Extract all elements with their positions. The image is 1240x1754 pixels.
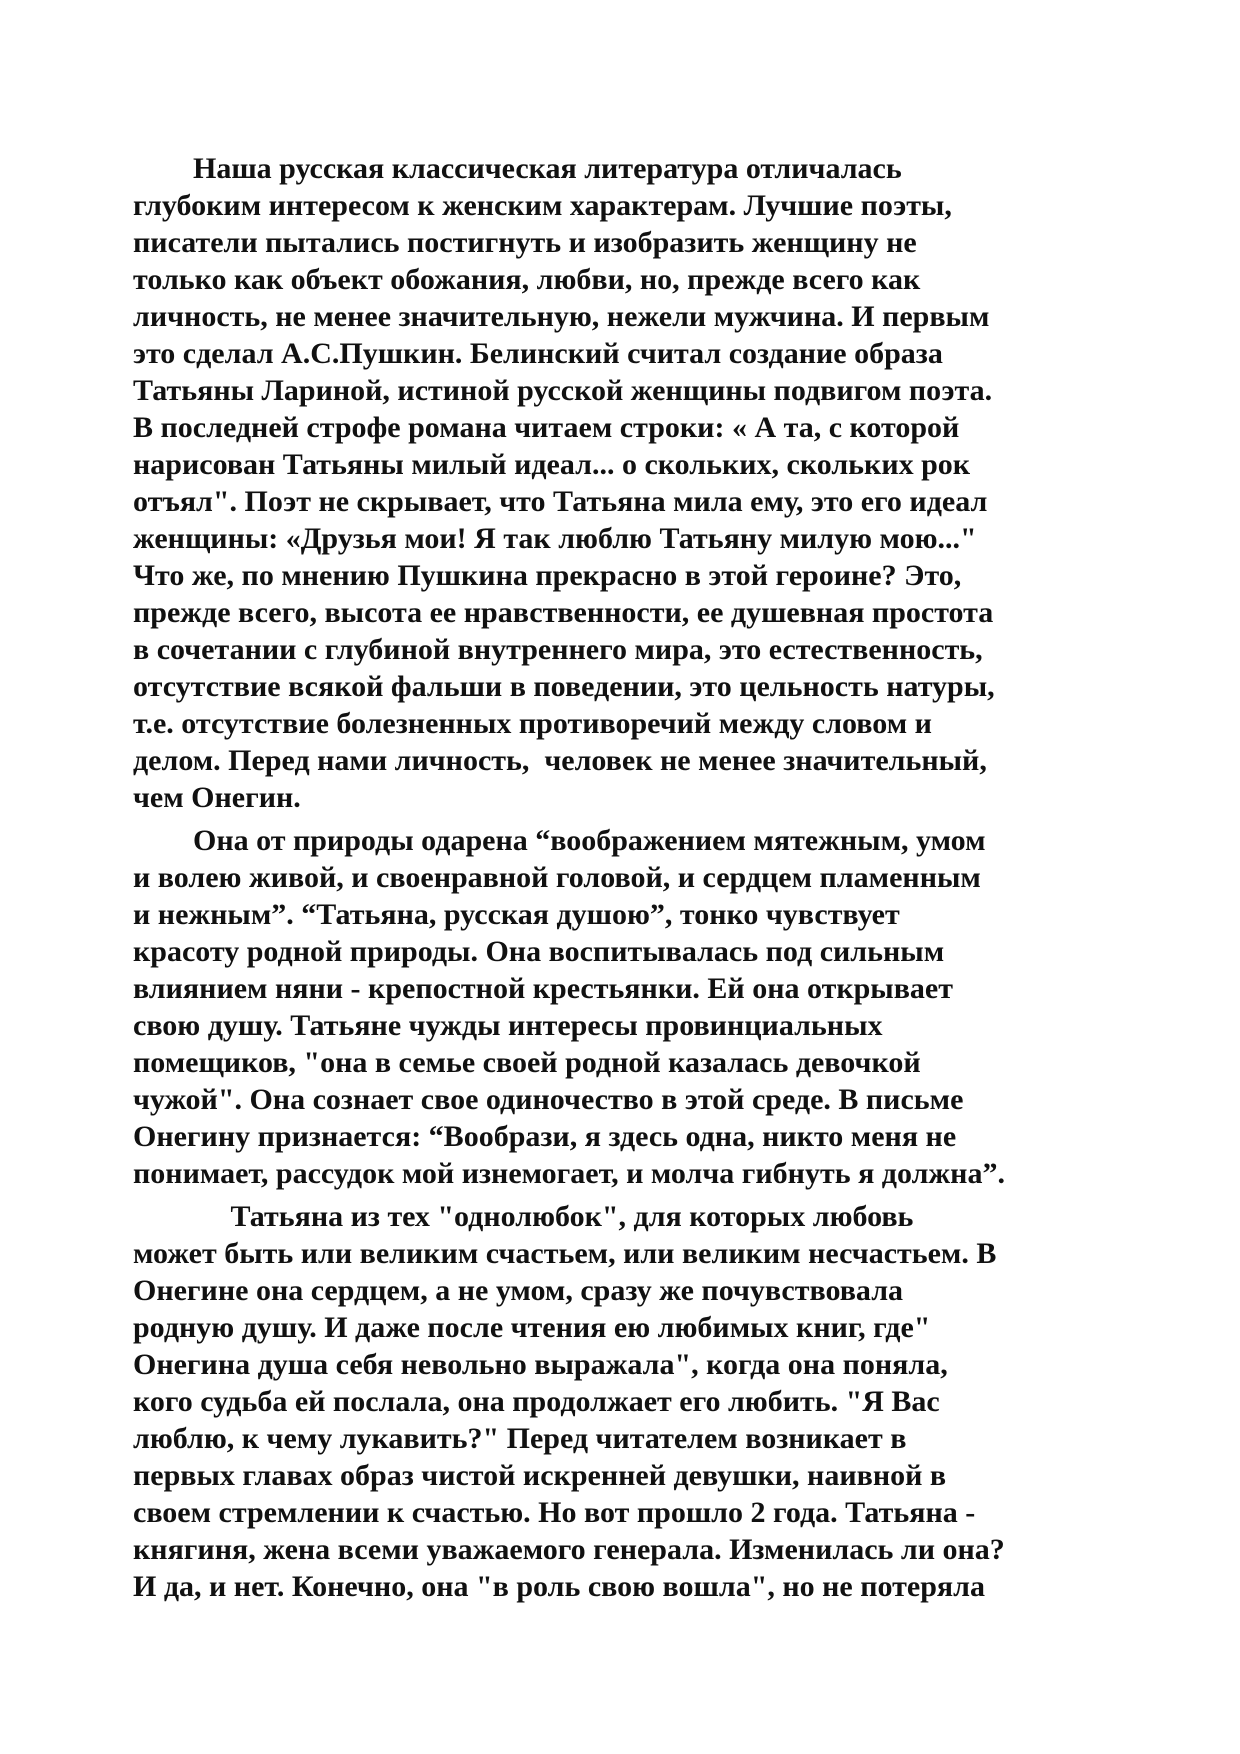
text-line: влиянием няни - крепостной крестьянки. Ей она открывает bbox=[133, 972, 953, 1005]
text-line: делом. Перед нами личность, человек не менее значительный, bbox=[133, 744, 987, 777]
text-line: В последней строфе романа читаем строки: « А та, с которой bbox=[133, 411, 960, 444]
text-line: первых главах образ чистой искренней девушки, наивной в bbox=[133, 1459, 947, 1492]
paragraph-3 bbox=[133, 1198, 1113, 1605]
text-line: Онегине она сердцем, а не умом, сразу же почувствовала bbox=[133, 1274, 904, 1307]
essay-body bbox=[133, 150, 1113, 1605]
paragraph-2 bbox=[133, 822, 1113, 1192]
text-line: отъял". Поэт не скрывает, что Татьяна мила ему, это его идеал bbox=[133, 485, 988, 518]
text-line: чем Онегин. bbox=[133, 781, 301, 814]
text-line: И да, и нет. Конечно, она "в роль свою вошла", но не потеряла bbox=[133, 1570, 985, 1603]
text-line: помещиков, "она в семье своей родной казалась девочкой bbox=[133, 1046, 921, 1079]
text-line: прежде всего, высота ее нравственности, ее душевная простота bbox=[133, 596, 994, 629]
text-line: Наша русская классическая литература отличалась bbox=[133, 152, 902, 185]
text-line: женщины: «Друзья мои! Я так люблю Татьяну милую мою..." bbox=[133, 522, 977, 555]
text-line: отсутствие всякой фальши в поведении, это цельность натуры, bbox=[133, 670, 995, 703]
text-line: люблю, к чему лукавить?" Перед читателем возникает в bbox=[133, 1422, 907, 1455]
text-line: и волею живой, и своенравной головой, и сердцем пламенным bbox=[133, 861, 981, 894]
text-line: глубоким интересом к женским характерам. Лучшие поэты, bbox=[133, 189, 952, 222]
text-line: и нежным”. “Татьяна, русская душою”, тонко чувствует bbox=[133, 898, 900, 931]
text-line: чужой". Она сознает свое одиночество в этой среде. В письме bbox=[133, 1083, 964, 1116]
text-line: т.е. отсутствие болезненных противоречий между словом и bbox=[133, 707, 932, 740]
text-line: личность, не менее значительную, нежели мужчина. И первым bbox=[133, 300, 990, 333]
text-line: свою душу. Татьяне чужды интересы провинциальных bbox=[133, 1009, 883, 1042]
text-line: понимает, рассудок мой изнемогает, и молча гибнуть я должна”. bbox=[133, 1157, 1005, 1190]
paragraph-1 bbox=[133, 150, 1113, 816]
text-line: только как объект обожания, любви, но, прежде всего как bbox=[133, 263, 921, 296]
text-line: княгиня, жена всеми уважаемого генерала. Изменилась ли она? bbox=[133, 1533, 1005, 1566]
text-line: кого судьба ей послала, она продолжает его любить. "Я Вас bbox=[133, 1385, 940, 1418]
text-line: может быть или великим счастьем, или великим несчастьем. В bbox=[133, 1237, 997, 1270]
text-line: красоту родной природы. Она воспитывалась под сильным bbox=[133, 935, 945, 968]
text-line: в сочетании с глубиной внутреннего мира, это естественность, bbox=[133, 633, 983, 666]
text-line: нарисован Татьяны милый идеал... о скольких, скольких рок bbox=[133, 448, 971, 481]
text-line: Онегину признается: “Вообрази, я здесь одна, никто меня не bbox=[133, 1120, 957, 1153]
text-line: Татьяна из тех "однолюбок", для которых любовь bbox=[133, 1200, 914, 1233]
text-line: своем стремлении к счастью. Но вот прошло 2 года. Татьяна - bbox=[133, 1496, 976, 1529]
text-line: Онегина душа себя невольно выражала", когда она поняла, bbox=[133, 1348, 948, 1381]
text-line: писатели пытались постигнуть и изобразить женщину не bbox=[133, 226, 917, 259]
text-line: Что же, по мнению Пушкина прекрасно в этой героине? Это, bbox=[133, 559, 962, 592]
text-line: это сделал А.С.Пушкин. Белинский считал создание образа bbox=[133, 337, 943, 370]
text-line: родную душу. И даже после чтения ею любимых книг, где" bbox=[133, 1311, 931, 1344]
text-line: Она от природы одарена “воображением мятежным, умом bbox=[133, 824, 986, 857]
text-line: Татьяны Лариной, истиной русской женщины подвигом поэта. bbox=[133, 374, 993, 407]
